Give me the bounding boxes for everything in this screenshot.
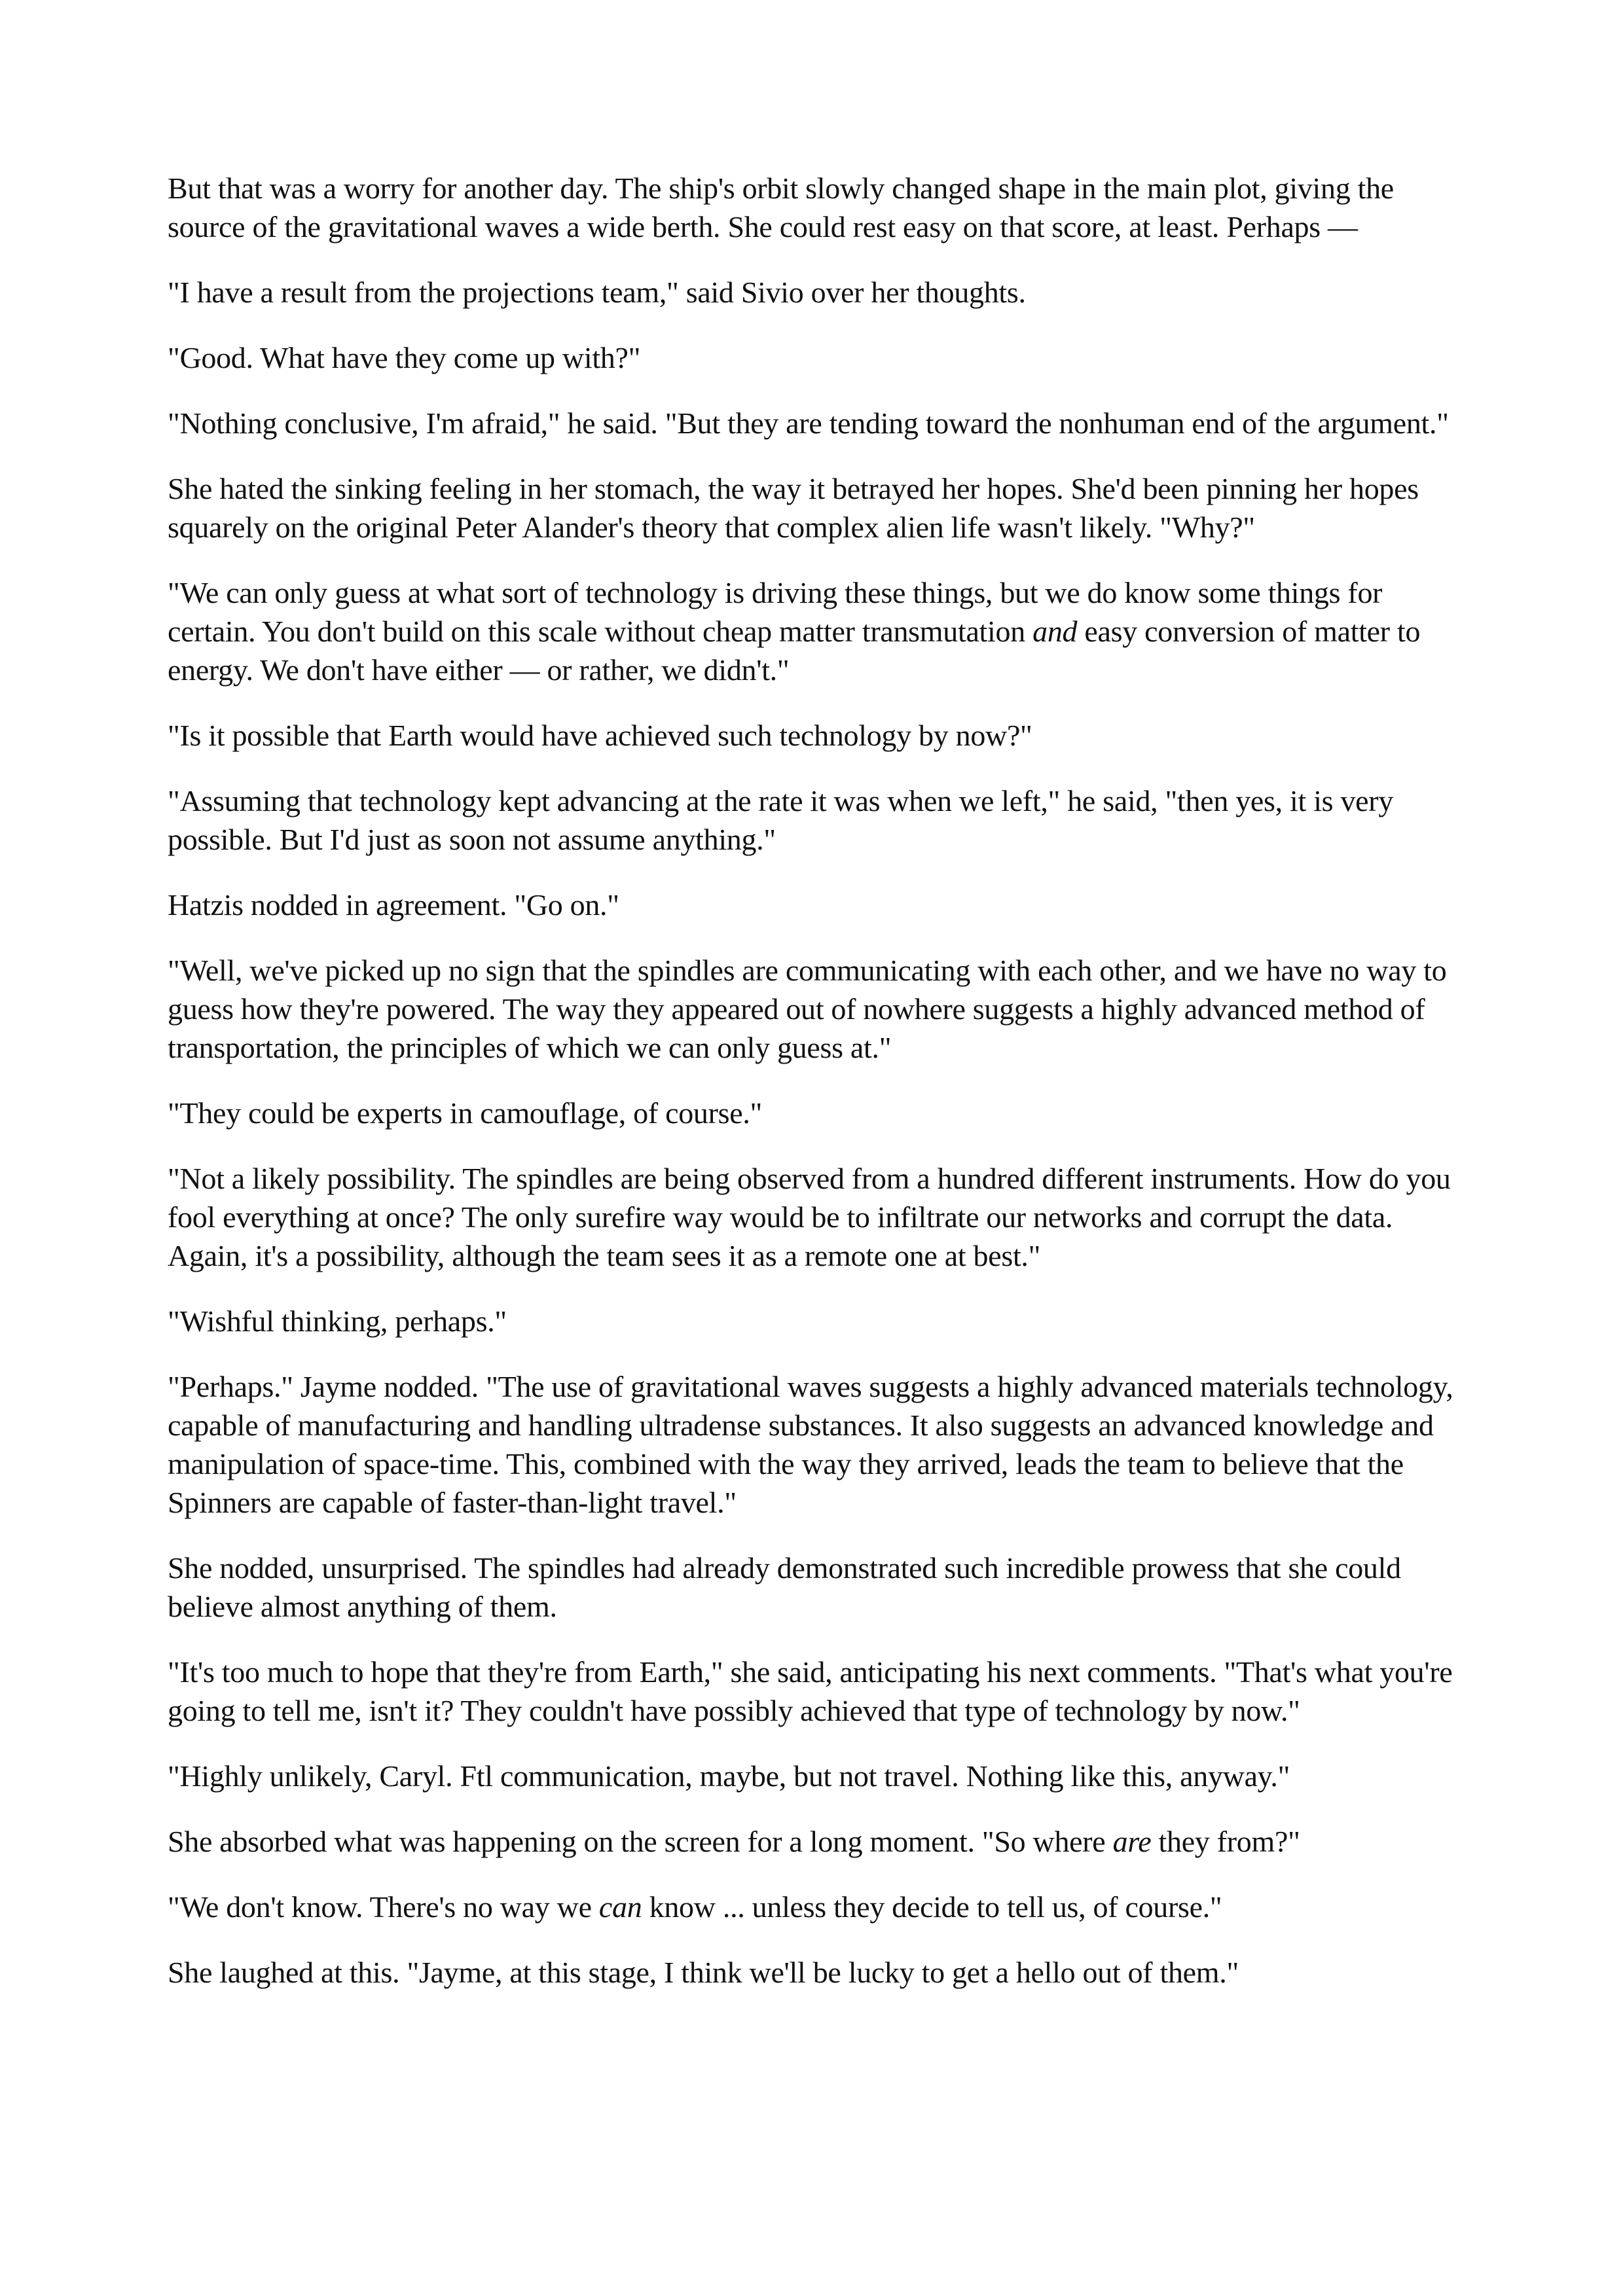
paragraph-9 [168, 886, 1470, 924]
text-run: "They could be experts in camouflage, of course." [168, 1096, 763, 1130]
text-run: "I have a result from the projections team," said Sivio over her thoughts. [168, 276, 1026, 309]
paragraph-20 [168, 1953, 1470, 1992]
text-run: Hatzis nodded in agreement. "Go on." [168, 888, 619, 922]
text-run: "Perhaps." Jayme nodded. "The use of gravitational waves suggests a highly advanced materials technology, capable of manufacturing and handling ultradense substances. It also suggests an advanced knowledge and manipulation of space-time. This, combined with the way they arrived, leads the team to believe that the Spinners are capable of faster-than-light travel." [168, 1370, 1453, 1519]
text-run: "We can only guess at what sort of technology is driving these things, but we do know some things for certain. You don't build on this scale without cheap matter transmutation [168, 576, 1383, 648]
paragraph-16 [168, 1653, 1470, 1730]
paragraph-11 [168, 1094, 1470, 1132]
paragraph-6 [168, 573, 1470, 689]
text-run: "It's too much to hope that they're from Earth," she said, anticipating his next comments. "That's what you're going to tell me, isn't it? They couldn't have possibly achieved that type of technology by now." [168, 1655, 1453, 1727]
paragraph-8 [168, 781, 1470, 859]
paragraph-2 [168, 273, 1470, 312]
text-run: "We don't know. There's no way we [168, 1890, 599, 1924]
paragraph-3 [168, 338, 1470, 377]
paragraph-7 [168, 716, 1470, 755]
paragraph-4 [168, 404, 1470, 442]
paragraph-18 [168, 1822, 1470, 1861]
text-run: "Nothing conclusive, I'm afraid," he said. "But they are tending toward the nonhuman end of the argument." [168, 406, 1449, 440]
paragraph-13 [168, 1302, 1470, 1340]
emphasis-text: and [1032, 615, 1078, 648]
text-run: She laughed at this. "Jayme, at this stage, I think we'll be lucky to get a hello out of them." [168, 1956, 1239, 1989]
paragraph-19 [168, 1888, 1470, 1926]
paragraph-15 [168, 1549, 1470, 1626]
document-page [168, 169, 1470, 2018]
text-run: "Is it possible that Earth would have achieved such technology by now?" [168, 719, 1032, 752]
emphasis-text: are [1112, 1825, 1152, 1858]
text-run: know ... unless they decide to tell us, of course." [642, 1890, 1222, 1924]
text-run: easy conversion of matter to energy. We don't have either — or rather, we didn't." [168, 615, 1421, 687]
text-run: "Well, we've picked up no sign that the spindles are communicating with each other, and we have no way to guess how they're powered. The way they appeared out of nowhere suggests a highly advanced method of transportation, the principles of which we can only guess at." [168, 954, 1447, 1064]
text-run: "Good. What have they come up with?" [168, 341, 641, 374]
paragraph-10 [168, 951, 1470, 1067]
paragraph-14 [168, 1367, 1470, 1522]
paragraph-17 [168, 1757, 1470, 1795]
text-run: they from?" [1151, 1825, 1300, 1858]
text-run: She nodded, unsurprised. The spindles had already demonstrated such incredible prowess that she could believe almost anything of them. [168, 1551, 1401, 1623]
text-run: "Assuming that technology kept advancing at the rate it was when we left," he said, "then yes, it is very possible. But I'd just as soon not assume anything." [168, 784, 1394, 856]
text-run: She hated the sinking feeling in her stomach, the way it betrayed her hopes. She'd been pinning her hopes squarely on the original Peter Alander's theory that complex alien life wasn't likely. "Why?" [168, 472, 1419, 544]
paragraph-5 [168, 469, 1470, 547]
text-run: But that was a worry for another day. The ship's orbit slowly changed shape in the main plot, giving the source of the gravitational waves a wide berth. She could rest easy on that score, at least. Perhaps — [168, 171, 1394, 243]
text-run: "Wishful thinking, perhaps." [168, 1304, 507, 1338]
paragraph-1 [168, 169, 1470, 246]
paragraph-12 [168, 1159, 1470, 1275]
text-run: She absorbed what was happening on the screen for a long moment. "So where [168, 1825, 1113, 1858]
emphasis-text: can [598, 1890, 642, 1924]
text-run: "Highly unlikely, Caryl. Ftl communication, maybe, but not travel. Nothing like this, anyway." [168, 1759, 1290, 1793]
text-run: "Not a likely possibility. The spindles are being observed from a hundred different instruments. How do you fool everything at once? The only surefire way would be to infiltrate our networks and corrupt the data. Again, it's a possibility, although the team sees it as a remote one at best." [168, 1162, 1451, 1272]
